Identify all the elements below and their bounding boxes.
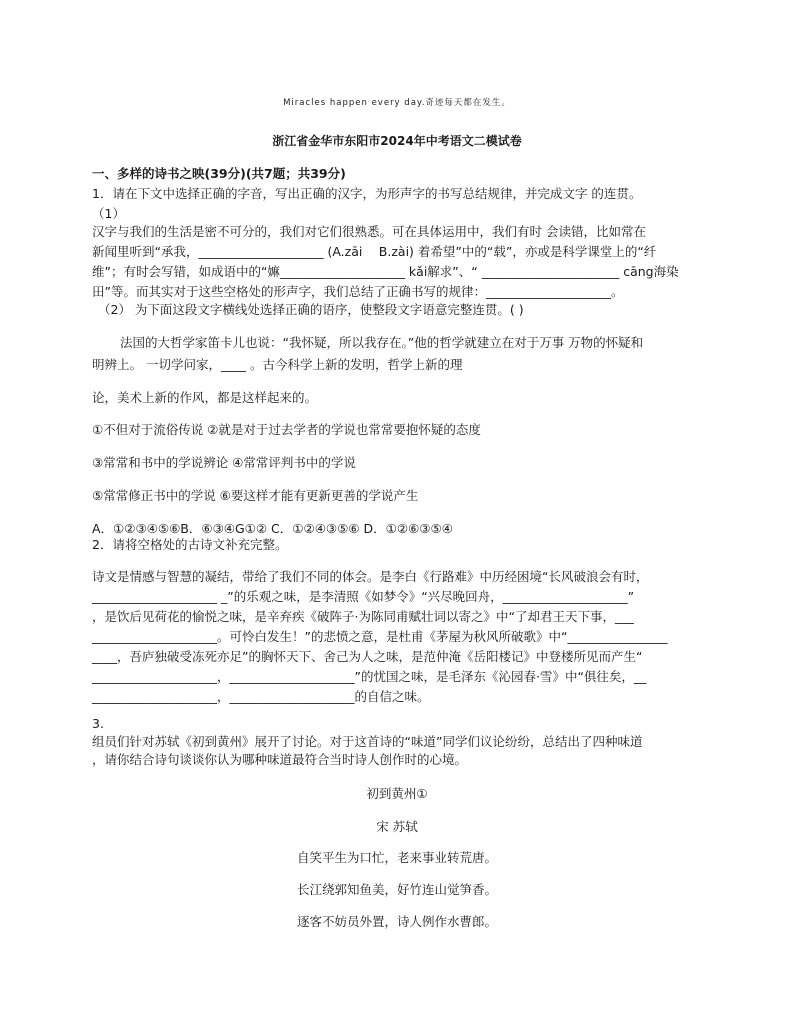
q2-line-5: ____，吾庐独破受冻死亦足”的胸怀天下、舍己为人之味，是范仲淹《岳阳楼记》中登楼所见而产生“ — [92, 649, 643, 664]
q2-line-1: 诗文是情感与智慧的凝结，带给了我们不同的体会。是李白《行路难》中历经困境“长风破浪会有时， — [92, 569, 649, 584]
poem-line-2: 长江绕郭知鱼美，好竹连山觉笋香。 — [296, 882, 497, 897]
q1-quote-line-1: 法国的大哲学家笛卡儿也说：“我怀疑，所以我存在。”他的哲学就建立在对于万事 万物的怀疑和 — [120, 335, 644, 350]
q1-stem: 1．请在下文中选择正确的字音，写出正确的汉字，为形声字的书写总结规律，并完成文字 的连贯。 — [92, 186, 642, 201]
poem-line-3: 逐客不妨员外置，诗人例作水曹郎。 — [296, 914, 497, 929]
q1-quote-line-2: 明辨上。 一切学问家，____ 。古今科学上新的发明，哲学上新的理 — [92, 357, 463, 372]
q2-line-4: ____________________。可怜白发生！”的悲愤之意，是杜甫《茅屋为秋风所破歌》中“________________ — [92, 629, 668, 644]
q1-paragraph-line-3: 维”；有时会写错，如成语中的“嫲____________________ kǎi解求”、“ ______________________ cāng海染 — [92, 264, 679, 279]
poem-author: 宋 苏轼 — [376, 819, 418, 834]
poem-title: 初到黄州① — [366, 786, 428, 801]
q2-stem: 2．请将空格处的古诗文补充完整。 — [92, 537, 288, 552]
q1-items-3-4: ③常常和书中的学说辨论 ④常常评判书中的学说 — [92, 455, 356, 470]
section-heading: 一、多样的诗书之映(39分)(共7题；共39分) — [92, 166, 346, 181]
q1-quote-line-3: 论，美术上新的作风，都是这样起来的。 — [92, 390, 318, 405]
poem-line-1: 自笑平生为口忙，老来事业转荒唐。 — [296, 850, 497, 865]
page-motto: Miracles happen every day.奇迹每天都在发生。 — [283, 98, 511, 108]
q1-items-1-2: ①不但对于流俗传说 ②就是对于过去学者的学说也常常要抱怀疑的态度 — [92, 422, 481, 437]
q2-line-3: ，是饮后见荷花的愉悦之味，是辛弃疾《破阵子·为陈同甫赋壮词以寄之》中“了却君王天下事，___ — [92, 609, 634, 624]
q1-options: A．①②③④⑤⑥B．⑥③④G①② C．①②④③⑤⑥ D．①②⑥③⑤④ — [92, 521, 453, 536]
q2-line-6: ____________________，____________________”的忧国之味，是毛泽东《沁园春·雪》中“俱往矣，__ — [92, 669, 647, 684]
q3-line-1: 组员们针对苏轼《初到黄州》展开了讨论。对于这首诗的“味道”同学们议论纷纷，总结出了四种味道 — [92, 734, 643, 749]
q1-paragraph-line-1: 汉字与我们的生活是密不可分的，我们对它们很熟悉。可在具体运用中，我们有时 会读错，比如常在 — [92, 224, 646, 239]
page-title: 浙江省金华市东阳市2024年中考语文二模试卷 — [272, 134, 522, 148]
q1-sub2: （2） 为下面这段文字横线处选择正确的语序，使整段文字语意完整连贯。( ) — [98, 302, 524, 317]
q3-number: 3. — [92, 716, 104, 731]
q1-items-5-6: ⑤常常修正书中的学说 ⑥要这样才能有更新更善的学说产生 — [92, 488, 419, 503]
q3-line-2: ，请你结合诗句谈谈你认为哪种味道最符合当时诗人创作时的心境。 — [92, 752, 468, 767]
q2-line-2: ____________________ _”的乐观之味，是李清照《如梦令》“兴尽晚回舟，____________________” — [92, 589, 635, 604]
q1-paragraph-line-2: 新闻里听到“承我，____________________ (A.zāi B.zài) 着希望”中的“载”，亦或是科学课堂上的“纤 — [92, 244, 657, 259]
q1-sub1-label: （1） — [92, 206, 125, 221]
q2-line-7: ____________________，____________________的自信之味。 — [92, 689, 430, 704]
q1-paragraph-line-4: 田”等。而其实对于这些空格处的形声字，我们总结了正确书写的规律：____________________。 — [92, 284, 624, 299]
